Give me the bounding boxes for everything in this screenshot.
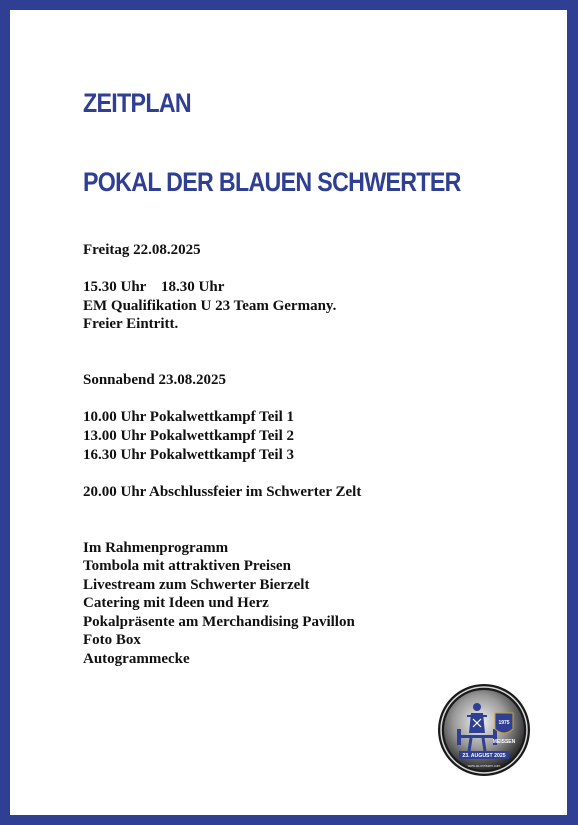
saturday-item: 13.00 Uhr Pokalwettkampf Teil 2 <box>83 427 294 444</box>
program-title: Im Rahmenprogramm <box>83 539 229 556</box>
spacer <box>83 501 361 538</box>
program-item: Pokalpräsente am Merchandising Pavillon <box>83 613 355 630</box>
friday-event: EM Qualifikation U 23 Team Germany. <box>83 297 337 314</box>
club-logo <box>437 683 531 777</box>
logo-url-text: www.ac-meissen.com <box>467 764 501 768</box>
program-item: Foto Box <box>83 632 141 649</box>
program-item: Tombola mit attraktiven Preisen <box>83 558 291 575</box>
schedule-body <box>83 241 361 669</box>
program-item: Catering mit Ideen und Herz <box>83 595 269 612</box>
friday-note: Freier Eintritt. <box>83 316 179 333</box>
spacer <box>83 334 361 371</box>
spacer <box>83 260 361 279</box>
spacer <box>83 390 361 409</box>
schedule-page <box>10 10 567 815</box>
friday-date: Freitag 22.08.2025 <box>83 242 201 258</box>
program-item: Autogrammecke <box>83 651 190 668</box>
club-crest-icon <box>495 713 513 733</box>
event-title: POKAL DER BLAUEN SCHWERTER <box>83 167 461 197</box>
saturday-evening: 20.00 Uhr Abschlussfeier im Schwerter Zelt <box>83 483 362 500</box>
svg-text:1975: 1975 <box>498 720 510 726</box>
saturday-date: Sonnabend 23.08.2025 <box>83 372 226 389</box>
program-item: Livestream zum Schwerter Bierzelt <box>83 576 310 593</box>
logo-club-text: MEISSEN <box>492 739 516 745</box>
logo-date-text: 23. AUGUST 2025 <box>462 753 506 759</box>
friday-time: 15.30 Uhr 18.30 Uhr <box>83 279 225 296</box>
spacer <box>83 464 361 483</box>
saturday-item: 16.30 Uhr Pokalwettkampf Teil 3 <box>83 446 294 463</box>
page-title: ZEITPLAN <box>83 88 192 118</box>
saturday-item: 10.00 Uhr Pokalwettkampf Teil 1 <box>83 409 294 426</box>
